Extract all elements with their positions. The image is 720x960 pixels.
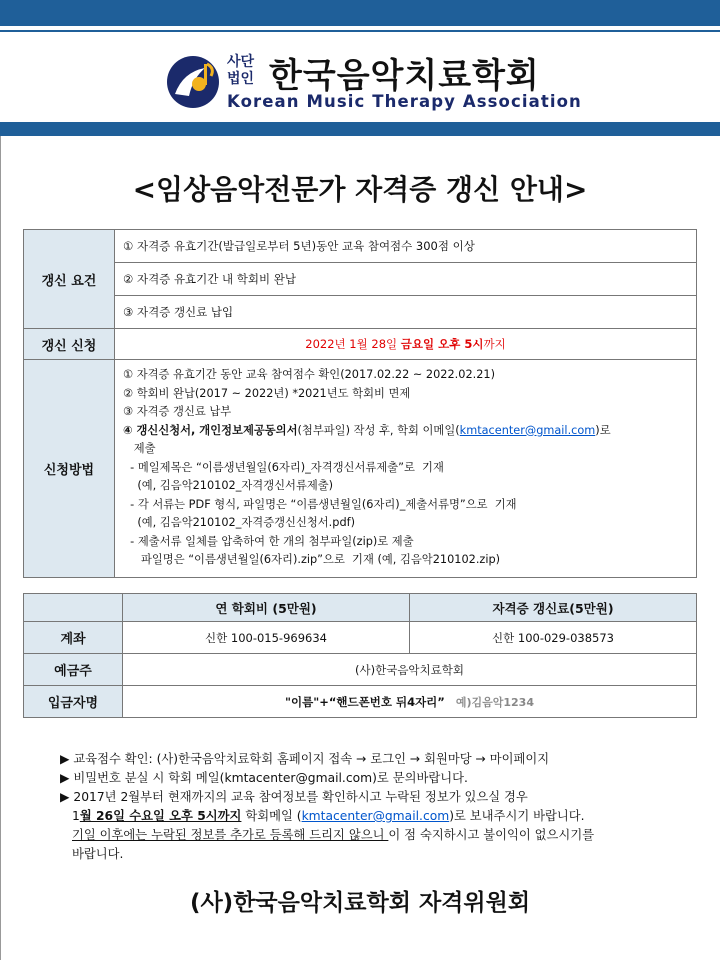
deadline-time: 오후 5시 (438, 337, 484, 351)
requirements-label: 갱신 요건 (24, 230, 115, 329)
header-line (0, 30, 720, 32)
method-line: - 메일제목은 “이름생년월일(6자리)_자격갱신서류제출”로 기재 (123, 460, 444, 474)
logo-korean-name: 한국음악치료학회 (269, 56, 540, 96)
account-holder-label: 예금주 (24, 654, 123, 686)
method-line: 파일명은 “이름생년월일(6자리).zip”으로 기재 (예, 김음악210102.zip) (123, 553, 501, 566)
method-line: - 각 서류는 PDF 형식, 파일명은 “이름생년월일(6자리)_제출서류명”으로 기재 (123, 497, 517, 511)
header-bottom-bar (0, 122, 720, 136)
note-item: ▶ 2017년 2월부터 현재까지의 교육 참여정보를 확인하시고 누락된 정보가 있으실 경우 (60, 790, 528, 804)
method-label: 신청방법 (24, 360, 115, 578)
method-line-text: (첨부파일) 작성 후, 학회 이메일( (297, 423, 460, 437)
renewal-fee-header: 자격증 갱신료(5만원) (410, 594, 697, 622)
note-deadline: 월 26일 수요일 오후 5시까지 (79, 809, 242, 823)
requirement-item: ① 자격증 유효기간(발급일로부터 5년)동안 교육 참여점수 300점 이상 (115, 230, 697, 263)
renewal-info-table (23, 229, 697, 578)
note-item (60, 807, 710, 826)
note-text: 학회메일 ( (241, 809, 302, 823)
note-text: 이 점 숙지하시고 불이익이 없으시기를 (388, 828, 595, 842)
account-holder: (사)한국음악치료학회 (123, 654, 697, 686)
method-details (115, 360, 697, 578)
annual-fee-account: 신한 100-015-969634 (123, 622, 410, 654)
notes-section (60, 750, 710, 864)
association-logo (165, 48, 582, 118)
logo-english-name: Korean Music Therapy Association (227, 92, 582, 111)
issuer-signature: (사)한국음악치료학회 자격위원회 (189, 890, 531, 916)
depositor-rule: "이름"+“핸드폰번호 뒤4자리” (285, 694, 445, 709)
note-item: 바랍니다. (72, 847, 124, 861)
page-title: <임상음악전문가 자격증 갱신 안내> (132, 173, 588, 206)
note-warning: 기일 이후에는 누락된 정보를 추가로 등록해 드리지 않으니 (72, 828, 389, 842)
method-line: (예, 김음악210102_자격갱신서류제출) (123, 479, 334, 492)
deadline-suffix: 까지 (483, 337, 506, 351)
note-item: ▶ 비밀번호 분실 시 학회 메일(kmtacenter@gmail.com)로 문의바랍니다. (60, 771, 468, 785)
requirement-item: ② 자격증 유효기간 내 학회비 완납 (115, 263, 697, 296)
note-text: 1 (72, 809, 80, 823)
renewal-fee-account: 신한 100-029-038573 (410, 622, 697, 654)
method-line: ① 자격증 유효기간 동안 교육 참여점수 확인(2017.02.22 ~ 2022.02.21) (123, 368, 496, 381)
application-label: 갱신 신청 (24, 329, 115, 360)
logo-small-bottom: 법인 (227, 71, 255, 87)
annual-fee-header: 연 학회비 (5만원) (123, 594, 410, 622)
method-line: ② 학회비 완납(2017 ~ 2022년) *2021년도 학회비 면제 (123, 386, 411, 400)
payment-table (23, 593, 697, 718)
method-line-text: )로 (595, 423, 611, 437)
payment-corner-cell (24, 594, 123, 622)
requirement-item: ③ 자격증 갱신료 납입 (115, 296, 697, 329)
note-text: )로 보내주시기 바랍니다. (449, 809, 585, 823)
page-left-border (0, 136, 1, 960)
method-line-bold: ④ 갱신신청서, 개인정보제공동의서 (123, 423, 298, 437)
deadline-date: 2022년 1월 28일 (305, 337, 401, 351)
depositor-label: 입금자명 (24, 686, 123, 718)
note-item (60, 826, 710, 845)
music-note-logo-icon (165, 54, 221, 110)
logo-legal-entity-label (227, 54, 254, 88)
depositor-format (123, 686, 697, 718)
application-deadline (115, 329, 697, 360)
logo-small-top: 사단 (227, 54, 255, 70)
depositor-example: 예)김음악1234 (455, 695, 534, 709)
header-bar (0, 0, 720, 26)
method-line: ③ 자격증 갱신료 납부 (123, 405, 232, 418)
deadline-weekday: 금요일 (400, 337, 439, 351)
method-line: - 제출서류 일체를 압축하여 한 개의 첨부파일(zip)로 제출 (123, 534, 414, 548)
method-line (123, 422, 688, 441)
note-item: ▶ 교육점수 확인: (사)한국음악치료학회 홈페이지 접속 → 로그인 → 회원마당 → 마이페이지 (60, 752, 550, 766)
email-link[interactable]: kmtacenter@gmail.com (301, 809, 450, 823)
method-line: 제출 (123, 442, 156, 455)
account-label: 계좌 (24, 622, 123, 654)
email-link[interactable]: kmtacenter@gmail.com (459, 423, 596, 437)
method-line: (예, 김음악210102_자격증갱신신청서.pdf) (123, 516, 355, 529)
